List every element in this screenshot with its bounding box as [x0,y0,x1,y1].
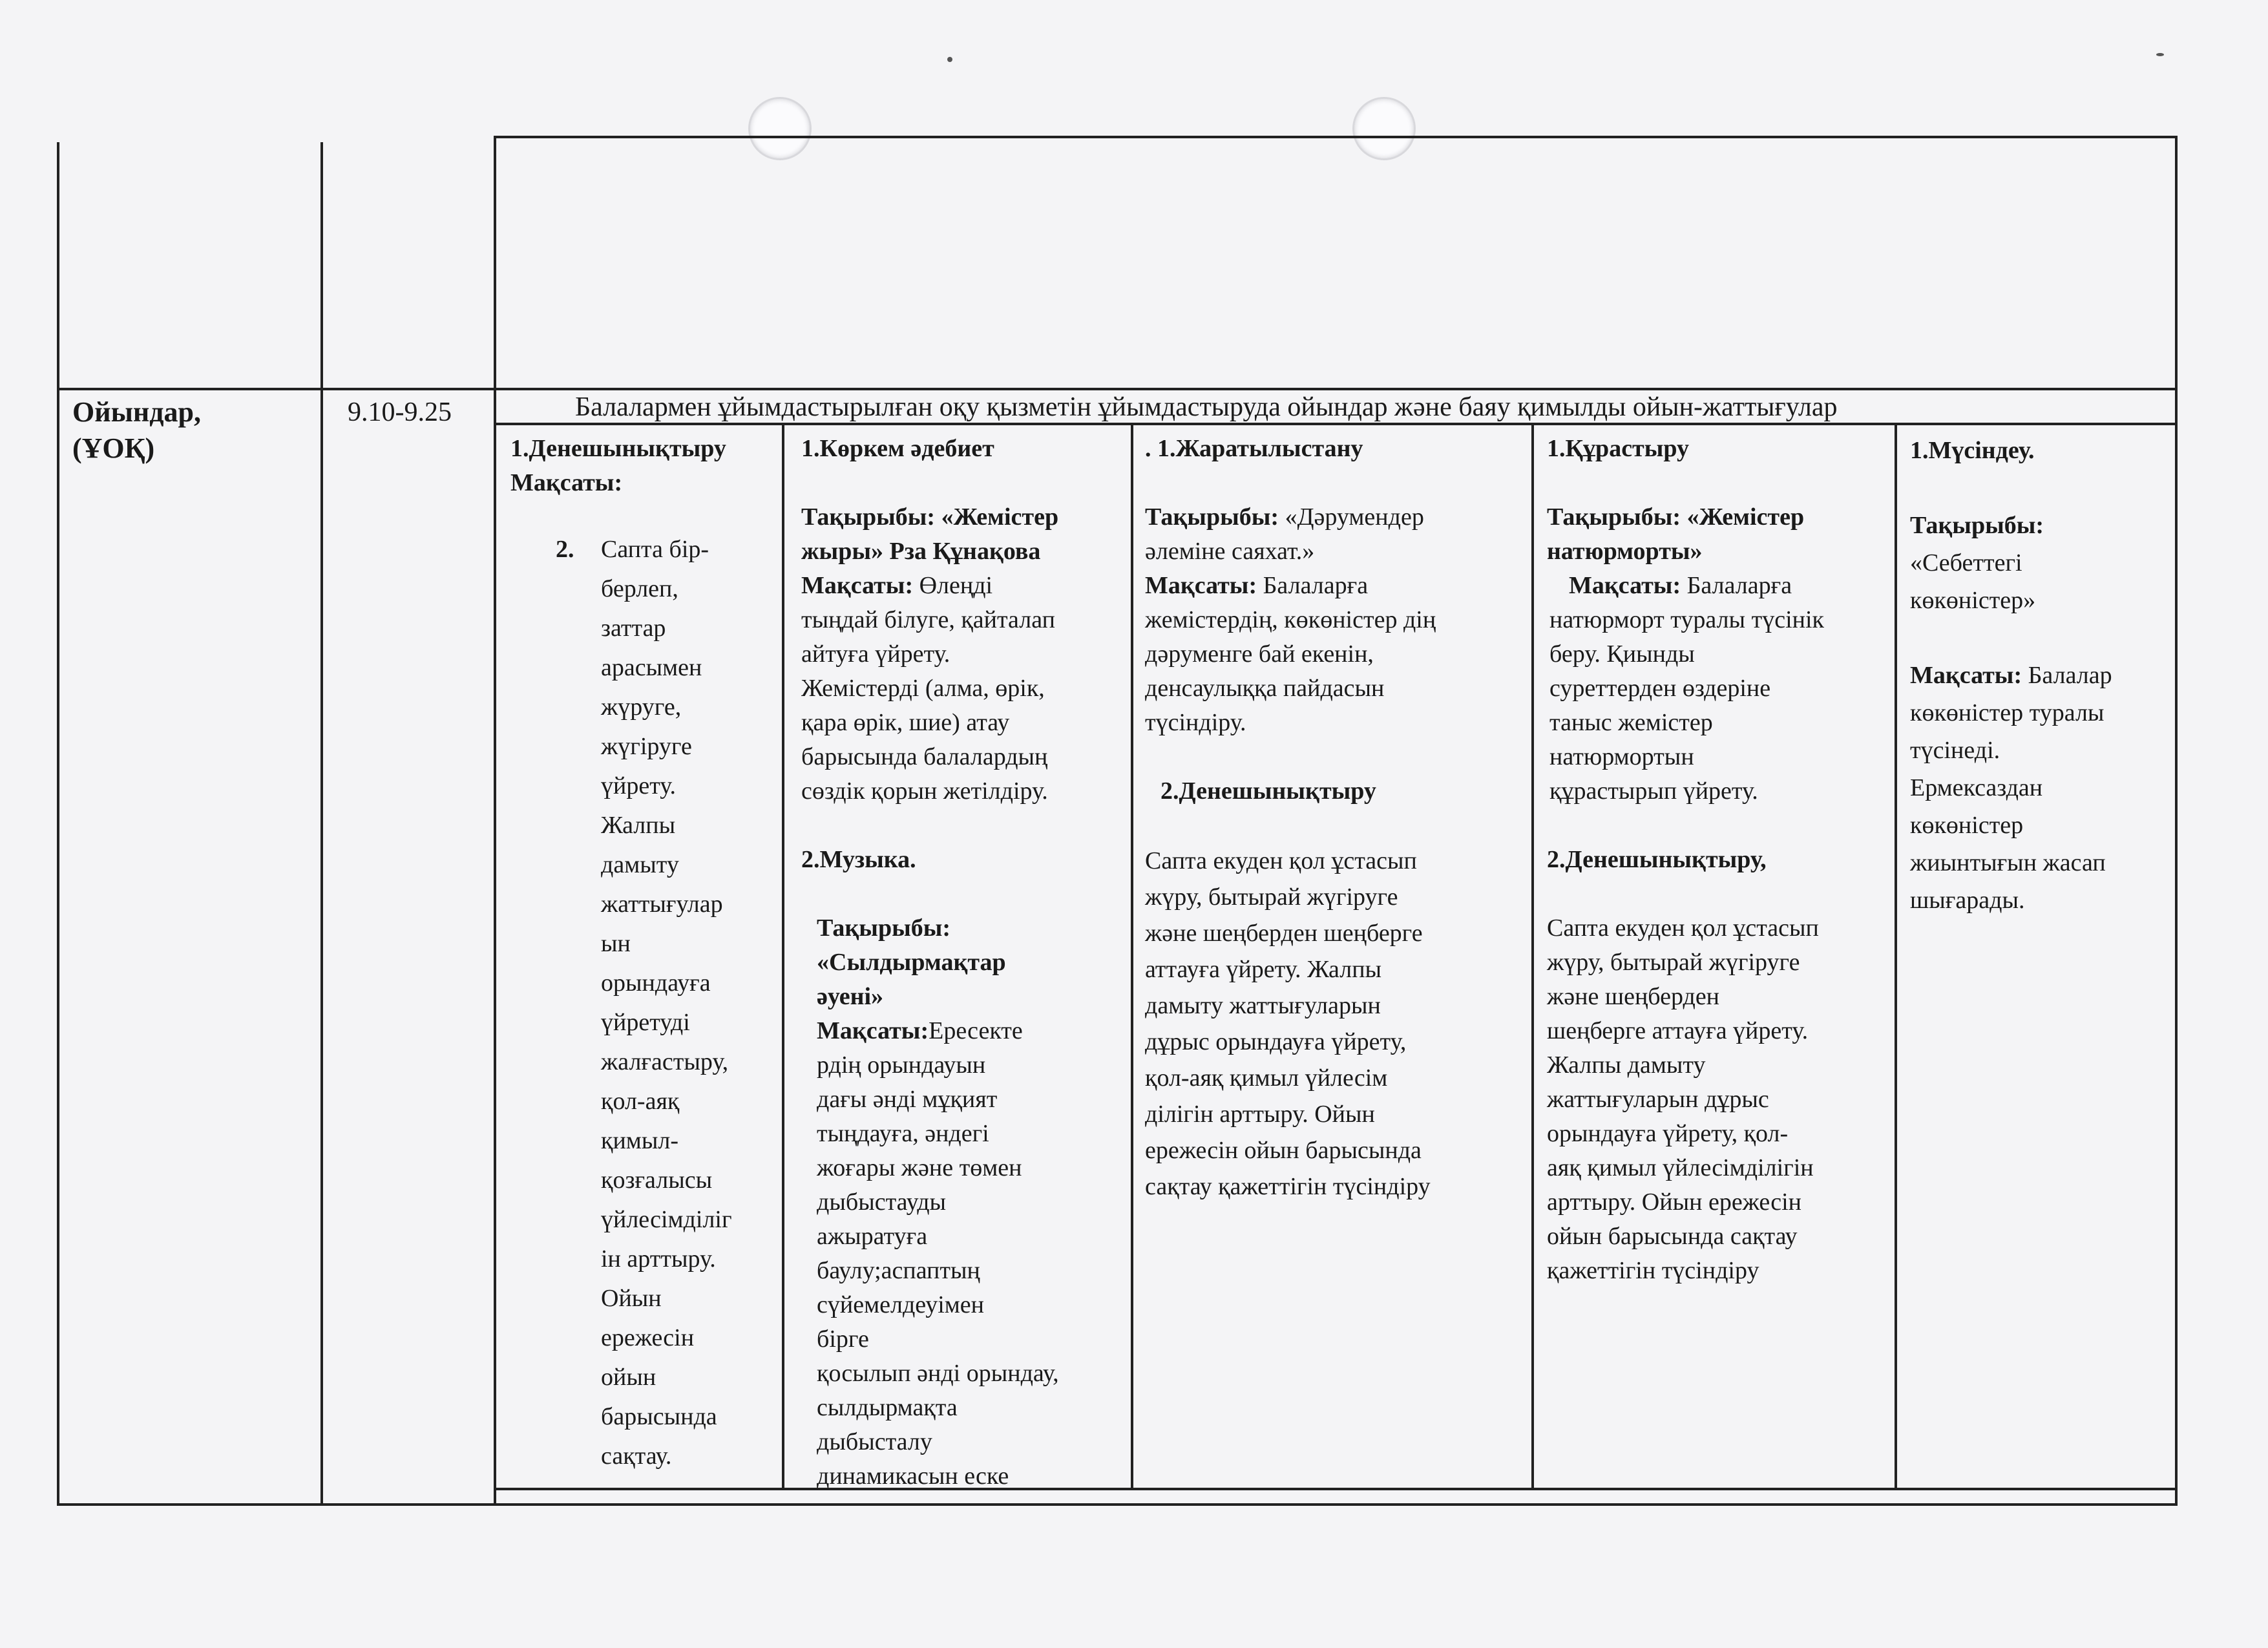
col4-topic-line2: натюрморты» [1547,538,1703,565]
col1-item-line: үйретуді [601,1009,690,1036]
col1-item-line: жалғастыру, [601,1048,729,1075]
col4-body-line: орындауға үйрету, қол- [1547,1120,1789,1147]
column-nature-study [1145,432,1526,1205]
col3-goal-line: Балаларға [1257,572,1369,599]
column-physical-education [510,432,777,1476]
table-top-line [494,136,2178,138]
time-cell: 9.10-9.25 [348,397,452,427]
column-modeling [1910,432,2171,919]
col1-item-line: Сапта бір- [601,536,709,563]
col1-item-line: орындауға [601,969,711,997]
col4-body-line: жаттығуларын дұрыс [1547,1086,1769,1113]
col3-goal-line: дәруменге бай екенін, [1145,640,1374,668]
col1-goal-label: Мақсаты: [510,469,623,496]
col5-goal-line: көкөністер туралы [1910,699,2105,726]
col2-goal2-line: тыңдауға, әндегі [817,1120,989,1147]
col2-topic-line1: Тақырыбы: «Жемістер [801,503,1059,531]
col2-goal2-line: баулу;аспаптың [817,1257,980,1284]
col2-goal2-line: жоғары және төмен [817,1154,1022,1181]
col3-body-line: ділігін арттыру. Ойын [1145,1101,1375,1128]
col2-topic2-line: «Сылдырмақтар [817,949,1006,976]
col4-body-line: Жалпы дамыту [1547,1051,1706,1079]
col1-item-text [601,530,732,1476]
col4-heading2: 2.Денешынықтыру, [1547,846,1767,873]
col2-goal [801,569,1124,808]
col1-item-line: Жалпы [601,812,676,839]
col3-topic-text: «Дәрумендер [1279,503,1424,531]
col1-item-line: Ойын [601,1285,662,1312]
row-label [72,394,311,467]
col1-item-line: қозғалысы [601,1167,713,1194]
col4-body-line: Сапта екуден қол ұстасып [1547,914,1819,942]
col4-body-line: аяқ қимыл үйлесімділігін [1547,1154,1814,1181]
col1-item-line: берлеп, [601,575,678,602]
col4-topic-line1: Тақырыбы: «Жемістер [1547,503,1805,531]
col2-goal-line: Жемістерді (алма, өрік, [801,675,1045,702]
col3-goal-line: денсаулыққа пайдасын [1145,675,1385,702]
col2-goal2-line: бірге [817,1326,869,1353]
col2-goal2-line: дыбыстауды [817,1188,947,1216]
col2-topic2 [817,945,1124,1014]
col5-goal-line: жиынтығын жасап [1910,849,2106,876]
col2-goal-line: барысында балалардың [801,743,1048,770]
col3-body-line: аттауға үйрету. Жалпы [1145,956,1382,983]
col5-goal-line: Балалар [2022,662,2112,689]
col1-item-line: ін арттыру. [601,1245,716,1273]
punch-hole-left [748,97,812,160]
col2-goal2-label: Мақсаты: [817,1017,929,1044]
col1-heading: 1.Денешынықтыру [510,435,726,462]
table-bottom-line [57,1503,2178,1506]
col4-goal-line: құрастырып үйрету. [1549,777,1758,805]
col4-goal-label: Мақсаты: [1569,572,1681,599]
col5-goal-line: көкөністер [1910,812,2024,839]
col5-heading1: 1.Мүсіндеу. [1910,437,2035,464]
col1-item-line: жүруге, [601,693,682,721]
col4-body-line: және шеңберден [1547,983,1720,1010]
col4-goal-line: суреттерден өздеріне [1549,675,1771,702]
col2-heading2: 2.Музыка. [801,846,916,873]
col3-body-line: сақтау қажеттігін түсіндіру [1145,1173,1431,1200]
col1-item-line: барысында [601,1403,717,1430]
col3-body-line: және шеңберден шеңберге [1145,920,1423,947]
col4-heading1: 1.Құрастыру [1547,435,1690,462]
col5-goal-line: Ермексаздан [1910,774,2043,801]
col4-body [1547,911,1889,1288]
col2-goal-label: Мақсаты: [801,572,914,599]
col2-goal2-line: динамикасын еске [817,1463,1009,1490]
table-divider-col1 [320,142,323,1506]
table-border-right [2175,137,2178,1506]
col4-body-line: қажеттігін түсіндіру [1547,1257,1759,1284]
col4-goal-line: Балаларға [1681,572,1792,599]
col1-item-line: дамыту [601,851,679,878]
table-border-left [57,142,59,1506]
col2-goal2-line: дағы әнді мұқият [817,1086,998,1113]
col1-item-line: ын [601,930,631,957]
table-subrow-bottom [494,1488,2178,1490]
col1-item-line: үйлесімділіг [601,1206,732,1233]
col2-goal2-line: сылдырмақта [817,1394,958,1421]
column-construction [1547,432,1889,1288]
col2-topic2-line: әуені» [817,983,884,1010]
col5-goal-label: Мақсаты: [1910,662,2022,689]
scan-speck [947,57,952,62]
col1-item-line: жүгіруге [601,733,692,760]
col3-body-line: Сапта екуден қол ұстасып [1145,847,1417,874]
banner-text: Балалармен ұйымдастырылған оқу қызметін ұйымдастыруда ойындар және баяу қимылды ойын-жаттығулар [575,392,1838,422]
col3-topic [1145,500,1526,534]
col4-body-line: шеңберге аттауға үйрету. [1547,1017,1809,1044]
col2-goal-line: айтуға үйрету. [801,640,950,668]
col2-goal-line: сөздік қорын жетілдіру. [801,777,1048,805]
col5-topic [1910,544,2171,619]
col1-item-number: 2. [556,536,574,563]
col3-topic-text2: әлеміне саяхат.» [1145,538,1315,565]
col1-item-line: сақтау. [601,1442,672,1470]
col1-item-line: үйрету. [601,772,677,799]
col3-heading2: 2.Денешынықтыру [1160,777,1376,805]
col4-goal-line: таныс жемістер [1549,709,1713,736]
table-divider-col2 [494,137,496,1506]
col5-goal [1910,657,2171,919]
col5-topic-label: Тақырыбы: [1910,512,2044,539]
col2-heading1: 1.Көркем әдебиет [801,435,994,462]
col4-goal-line: натюрмортын [1549,743,1694,770]
col3-body-line: қол-аяқ қимыл үйлесім [1145,1064,1388,1092]
col5-goal-line: шығарады. [1910,887,2025,914]
col1-item-line: қол-аяқ [601,1088,680,1115]
col2-topic-label: Тақырыбы: [817,914,951,942]
row-label-line1: Ойындар, [72,396,202,428]
col3-heading1: . 1.Жаратылыстану [1145,435,1363,462]
col4-goal-line: беру. Қиынды [1549,640,1695,668]
col2-goal2-line: сүйемелдеуімен [817,1291,985,1318]
col3-goal [1145,569,1526,740]
col2-goal2-line: қосылып әнді орындау, [817,1360,1059,1387]
col4-body-line: арттыру. Ойын ережесін [1547,1188,1802,1216]
col4-body-line: ойын барысында сақтау [1547,1223,1798,1250]
col3-goal-line: жемістердің, көкөністер дің [1145,606,1436,633]
col5-topic-line: «Себеттегі [1910,549,2022,576]
col5-goal-line: түсінеді. [1910,737,2000,764]
col4-body-line: жүру, бытырай жүгіруге [1547,949,1800,976]
col3-body-line: жүру, бытырай жүгіруге [1145,883,1398,911]
scan-speck [2156,53,2164,56]
col2-music-block [801,911,1124,1494]
col4-goal-line: натюрморт туралы түсінік [1549,606,1824,633]
col1-item-line: ойын [601,1364,656,1391]
col2-goal2-line: ажыратуға [817,1223,928,1250]
col3-body-line: дамыту жаттығуларын [1145,992,1381,1019]
col3-topic-label: Тақырыбы: [1145,503,1279,531]
col2-goal-line: қара өрік, шие) атау [801,709,1010,736]
col3-goal-line: түсіндіру. [1145,709,1246,736]
col1-item-line: арасымен [601,654,702,681]
col3-body-line: дұрыс орындауға үйрету, [1145,1028,1407,1055]
col2-goal-line: тыңдай білуге, қайталап [801,606,1055,633]
col2-goal2 [817,1014,1124,1494]
col2-goal2-line: рдің орындауын [817,1051,986,1079]
column-literature-music [801,432,1124,1494]
col2-goal2-line: Ересекте [929,1017,1023,1044]
row-label-line2: (ҰОҚ) [72,432,155,464]
col3-body [1145,843,1526,1205]
col1-item-line: қимыл- [601,1127,678,1154]
col5-topic-line: көкөністер» [1910,587,2036,614]
col1-item-line: заттар [601,615,666,642]
punch-hole-right [1352,97,1416,160]
table-divider-sub1 [782,423,784,1489]
table-divider-sub2 [1131,423,1133,1489]
col1-item-line: ережесін [601,1324,695,1351]
col3-goal-label: Мақсаты: [1145,572,1257,599]
col4-goal [1547,569,1889,808]
table-divider-sub4 [1895,423,1897,1489]
col3-body-line: ережесін ойын барысында [1145,1137,1422,1164]
col2-topic-line2: жыры» Рза Құнақова [801,538,1041,565]
col1-item-line: жаттығулар [601,891,723,918]
col2-goal-line: Өлеңді [913,572,993,599]
col2-goal2-line: дыбысталу [817,1428,932,1455]
table-divider-sub3 [1531,423,1534,1489]
col1-numbered-item [510,530,777,1476]
